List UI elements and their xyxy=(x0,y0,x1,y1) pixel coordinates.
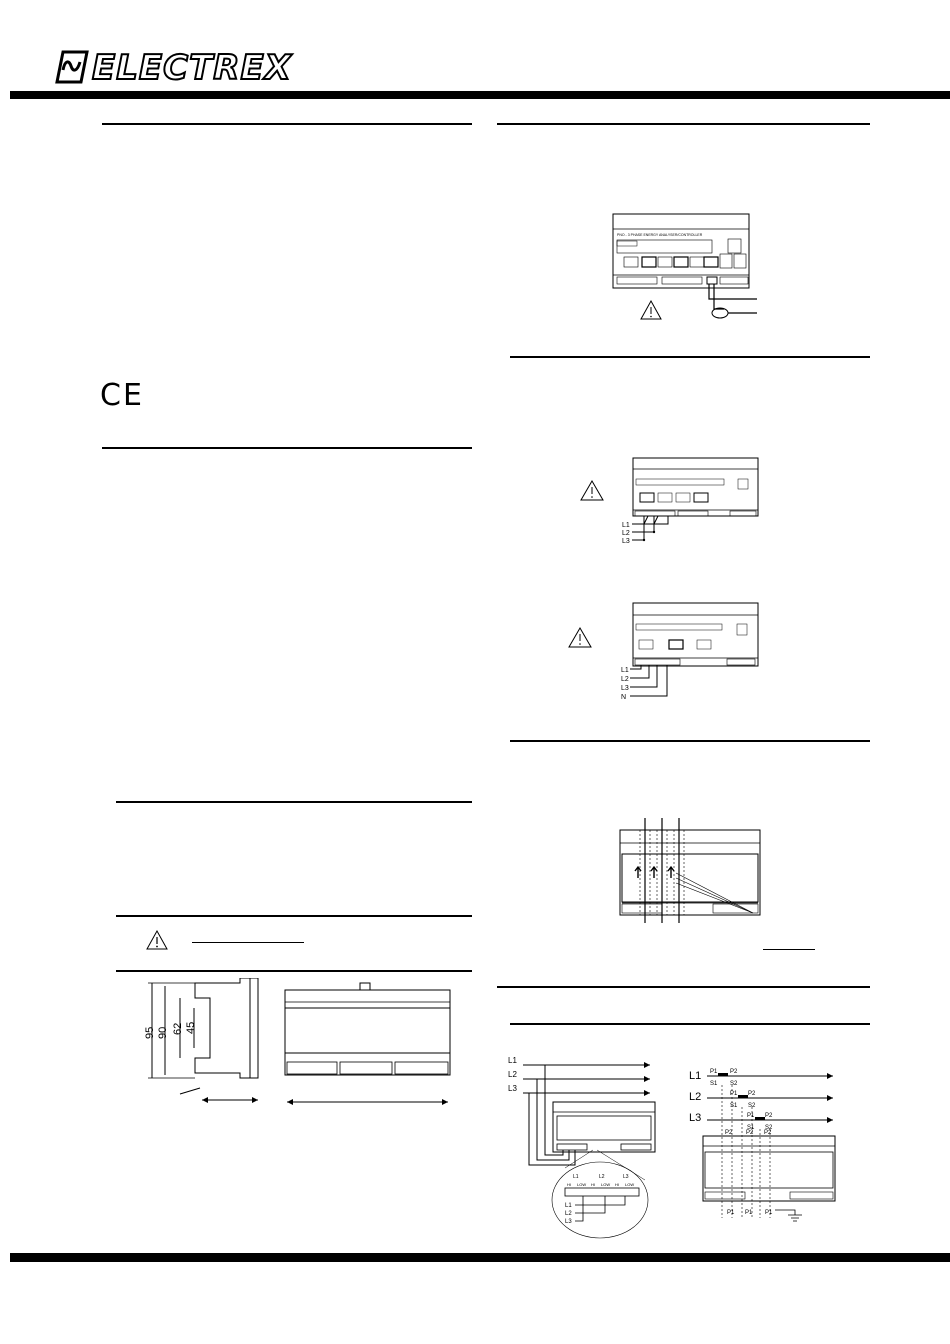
device-aux-wiring-diagram xyxy=(612,213,762,329)
ct2-s2: S2 xyxy=(748,1103,756,1109)
ct-wiring-diagram xyxy=(685,1060,840,1225)
dimension-drawing xyxy=(140,978,460,1113)
phase-l1-label: L1 xyxy=(565,1203,572,1209)
ct-direction-diagram xyxy=(618,818,763,923)
section-rule xyxy=(497,123,870,125)
brand-logo-icon xyxy=(55,50,89,84)
terminal-low-3: LOW xyxy=(625,1182,635,1187)
terminal-low-1: LOW xyxy=(577,1182,587,1187)
section-rule xyxy=(510,740,870,742)
ct-l2-label: L2 xyxy=(689,1091,702,1103)
ct1-s1: S1 xyxy=(710,1081,718,1087)
section-rule xyxy=(116,801,472,803)
term-p2-2: P2 xyxy=(746,1130,754,1136)
section-rule xyxy=(102,447,472,449)
section-rule xyxy=(116,970,472,972)
section-rule xyxy=(497,986,870,988)
ct-l3-label: L3 xyxy=(689,1112,702,1124)
term-p2-1: P2 xyxy=(725,1130,733,1136)
ct3-s2: S2 xyxy=(765,1125,773,1131)
warning-icon xyxy=(146,930,168,950)
dim-90: 90 xyxy=(157,1026,169,1039)
phase-l3-label: L3 xyxy=(508,1084,517,1093)
phase-l2-label: L2 xyxy=(508,1070,517,1079)
ct2-s1: S1 xyxy=(730,1103,738,1109)
phase-l2-label: L2 xyxy=(565,1211,572,1217)
neutral-label: N xyxy=(621,694,627,701)
phase-l1-label: L1 xyxy=(621,667,629,674)
phase-l2-label: L2 xyxy=(621,676,629,683)
terminal-hi-2: HI xyxy=(591,1182,595,1187)
phase-l1-label: L1 xyxy=(508,1056,517,1065)
header-bar xyxy=(10,91,950,99)
ct3-s1: S1 xyxy=(747,1125,755,1131)
voltage-3wire-diagram xyxy=(578,457,763,547)
ct2-p2: P2 xyxy=(748,1091,756,1097)
current-input-diagram xyxy=(505,1050,660,1240)
phase-l1-label: L1 xyxy=(622,522,630,529)
phase-l3-label: L3 xyxy=(623,1174,629,1180)
section-rule xyxy=(510,356,870,358)
terminal-hi-3: HI xyxy=(615,1182,619,1187)
terminal-hi-1: HI xyxy=(567,1182,571,1187)
section-rule xyxy=(510,1023,870,1025)
ct-l1-label: L1 xyxy=(689,1070,702,1082)
term-p1-3: P1 xyxy=(765,1210,773,1216)
ct1-s2: S2 xyxy=(730,1081,738,1087)
brand-name: ELECTREX xyxy=(92,48,292,88)
terminal-low-2: LOW xyxy=(601,1182,611,1187)
device-panel-title: PNO - 3 PHASE ENERGY ANALYSER/CONTROLLER xyxy=(617,233,703,237)
ct3-p2: P2 xyxy=(765,1113,773,1119)
section-rule xyxy=(102,123,472,125)
dim-62: 62 xyxy=(172,1022,184,1035)
phase-l3-label: L3 xyxy=(622,538,630,545)
ct1-p2: P2 xyxy=(730,1069,738,1075)
phase-l2-label: L2 xyxy=(622,530,630,537)
note-underline xyxy=(763,949,815,950)
ct1-p1: P1 xyxy=(710,1069,718,1075)
term-p1-1: P1 xyxy=(727,1210,735,1216)
dim-45: 45 xyxy=(185,1021,197,1034)
warning-link-underline xyxy=(192,942,304,943)
voltage-4wire-diagram xyxy=(567,602,763,702)
phase-l1-label: L1 xyxy=(573,1174,579,1180)
term-p2-3: P2 xyxy=(764,1130,772,1136)
phase-l3-label: L3 xyxy=(621,685,629,692)
dim-95: 95 xyxy=(144,1026,156,1039)
section-rule xyxy=(116,915,472,917)
ce-mark: CE xyxy=(100,378,144,413)
phase-l2-label: L2 xyxy=(599,1174,605,1180)
term-p1-2: P1 xyxy=(745,1210,753,1216)
footer-bar xyxy=(10,1253,950,1262)
ct2-p1: P1 xyxy=(730,1091,738,1097)
phase-l3-label: L3 xyxy=(565,1219,572,1225)
ct3-p1: P1 xyxy=(747,1113,755,1119)
